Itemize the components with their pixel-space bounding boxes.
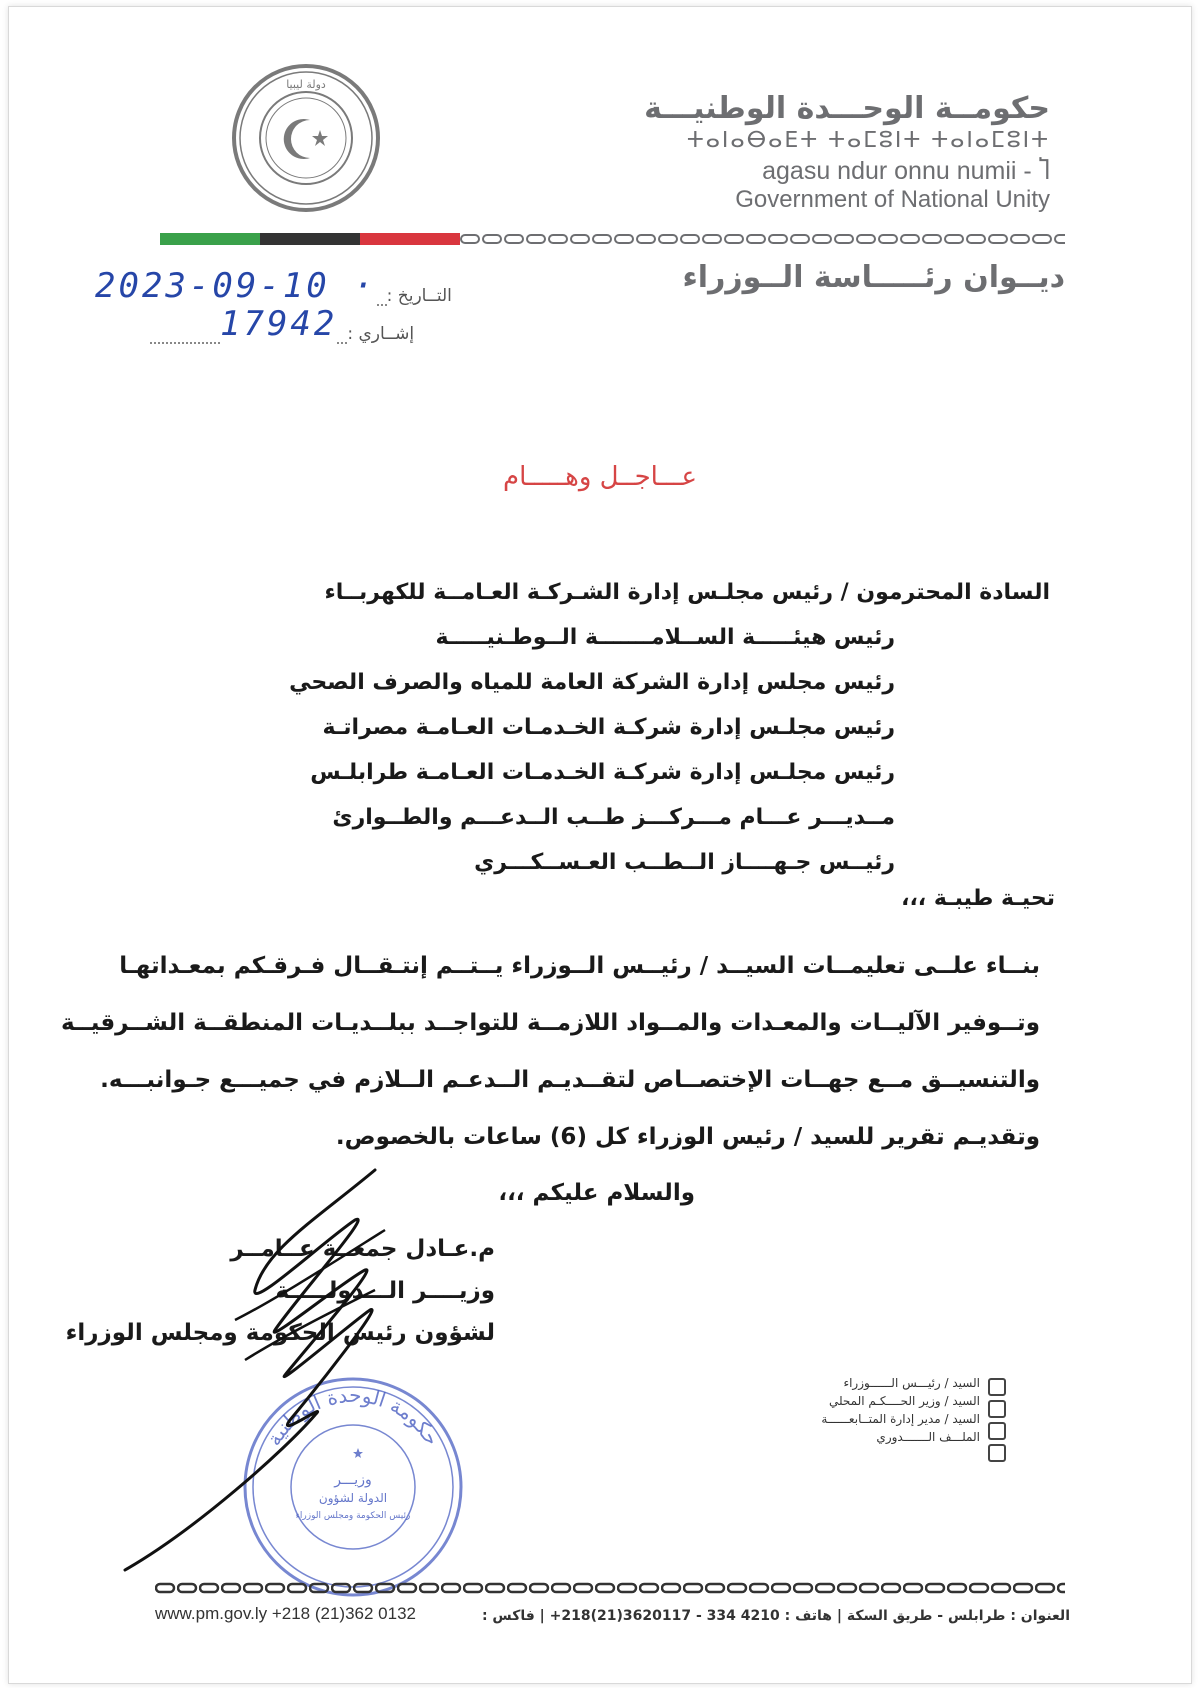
footer-address: العنوان : طرابلس - طريق السكة | هاتف : 4210 334 - 3620117(21)218+ | فاكس : xyxy=(481,1608,1070,1624)
government-name-amazigh: agasu ndur onnu numii - Ⴈ xyxy=(762,157,1050,185)
paragraph-line: وتقديـم تقرير للسيد / رئيس الوزراء كل (6) ساعات بالخصوص. xyxy=(335,1124,1040,1150)
checkbox-icon xyxy=(988,1444,1006,1462)
seal-center-line-1: وزيـــر xyxy=(334,1472,372,1488)
reference-label: إشــاري : xyxy=(347,324,415,344)
chain-divider-icon xyxy=(460,231,1065,247)
date-label: التــاريخ : xyxy=(386,286,452,306)
greeting: تحيـة طيبـة ،،، xyxy=(901,886,1055,911)
recipient-item: رئيس مجلس إدارة الشركة العامة للمياه والصرف الصحي xyxy=(289,670,895,695)
checkbox-icon xyxy=(988,1400,1006,1418)
signatory-portfolio: لشؤون رئيس الحكومة ومجلس الوزراء xyxy=(65,1320,495,1346)
government-name-english: Government of National Unity xyxy=(735,186,1050,213)
paragraph-line: بنــاء علــى تعليمــات السيــد / رئيــس الــوزراء يــتــم إنتـقــال فـرقـكم بمعـداتهـا xyxy=(119,953,1040,979)
recipient-item: رئيــس جـهــــاز الــطــب العـســكـــري xyxy=(474,850,895,875)
date-row xyxy=(95,266,452,306)
seal-center-line-2: الدولة لشؤون xyxy=(318,1491,388,1505)
checkbox-icon xyxy=(988,1422,1006,1440)
distribution-item: الملـــف الـــــــدوري xyxy=(876,1430,980,1444)
distribution-checkboxes xyxy=(988,1378,1010,1466)
recipient-list-continued xyxy=(289,615,895,885)
reference-value: 17942 xyxy=(220,304,338,344)
reference-row xyxy=(150,304,414,344)
handwritten-signature-icon xyxy=(115,1160,435,1580)
recipient-list xyxy=(324,570,1050,615)
body-paragraph xyxy=(61,938,1040,1166)
government-name-tifinagh: ⵜⴰⵏⴰⴱⴰⴹⵜ ⵜⴰⵎⵓⵏⵜ ⵜⴰⵏⴰⵎⵓⵏⵜ xyxy=(686,128,1050,153)
distribution-item: السيد / مدير إدارة المتــابعــــــة xyxy=(821,1412,980,1426)
distribution-item: السيد / رئيـــس الــــــوزراء xyxy=(843,1376,980,1390)
government-header xyxy=(530,92,1050,214)
signatory-name: م.عـادل جمعــة عــامــر xyxy=(230,1236,495,1262)
seal-outer-text: حكومة الوحدة الوطنية xyxy=(261,1382,445,1450)
seal-center-line-3: رئيس الحكومة ومجلس الوزراء xyxy=(295,1511,411,1521)
checkbox-icon xyxy=(988,1378,1006,1396)
paragraph-line: وتــوفير الآليــات والمعـدات والمــواد اللازمــة للتواجــد ببلــديـات المنطقــة الشــرقيــة xyxy=(61,1010,1040,1036)
recipient-item: رئيس مجلـس إدارة شركـة الخـدمـات العـامـة طرابلـس xyxy=(310,760,895,785)
libya-flag-bar xyxy=(160,233,460,245)
closing: والسلام عليكم ،،، xyxy=(498,1180,695,1206)
emblem-text: دولة ليبيا xyxy=(286,78,326,91)
paragraph-line: والتنسيــق مــع جهــات الإختصــاص لتقــديـم الــدعـم الــلازم في جميـــع جـوانبـــه. xyxy=(100,1067,1040,1093)
urgent-title: عـــاجــل وهـــــام xyxy=(503,462,697,492)
distribution-list xyxy=(770,1374,1010,1446)
recipient-item: رئيس هيئـــــة الســلامـــــــة الــوطـنيـــــة xyxy=(435,625,895,650)
libya-emblem-icon xyxy=(230,62,382,214)
pm-office-title: ديــوان رئـــــاسة الــوزراء xyxy=(682,260,1065,295)
footer-contact: www.pm.gov.ly +218 (21)362 0132 xyxy=(155,1604,416,1623)
government-name-arabic: حكومــة الوحـــدة الوطنيـــة xyxy=(644,91,1050,126)
footer-chain-divider-icon xyxy=(155,1580,1065,1596)
date-value: 2023-09-10 · xyxy=(95,266,377,306)
signatory-title: وزيــــر الـــدولـــــة xyxy=(275,1278,495,1304)
distribution-item: السيد / وزير الحــــكـم المحلي xyxy=(828,1394,980,1408)
recipient-item: رئيس مجلـس إدارة شركـة الخـدمـات العـامـة مصراتـة xyxy=(322,715,895,740)
recipient-item: مــديـــر عـــام مـــركـــز طــب الــدعـــم والطــوارئ xyxy=(332,805,895,830)
recipient-item: السادة المحترمون / رئيس مجلـس إدارة الشـركـة العـامــة للكهربــاء xyxy=(324,580,1050,605)
